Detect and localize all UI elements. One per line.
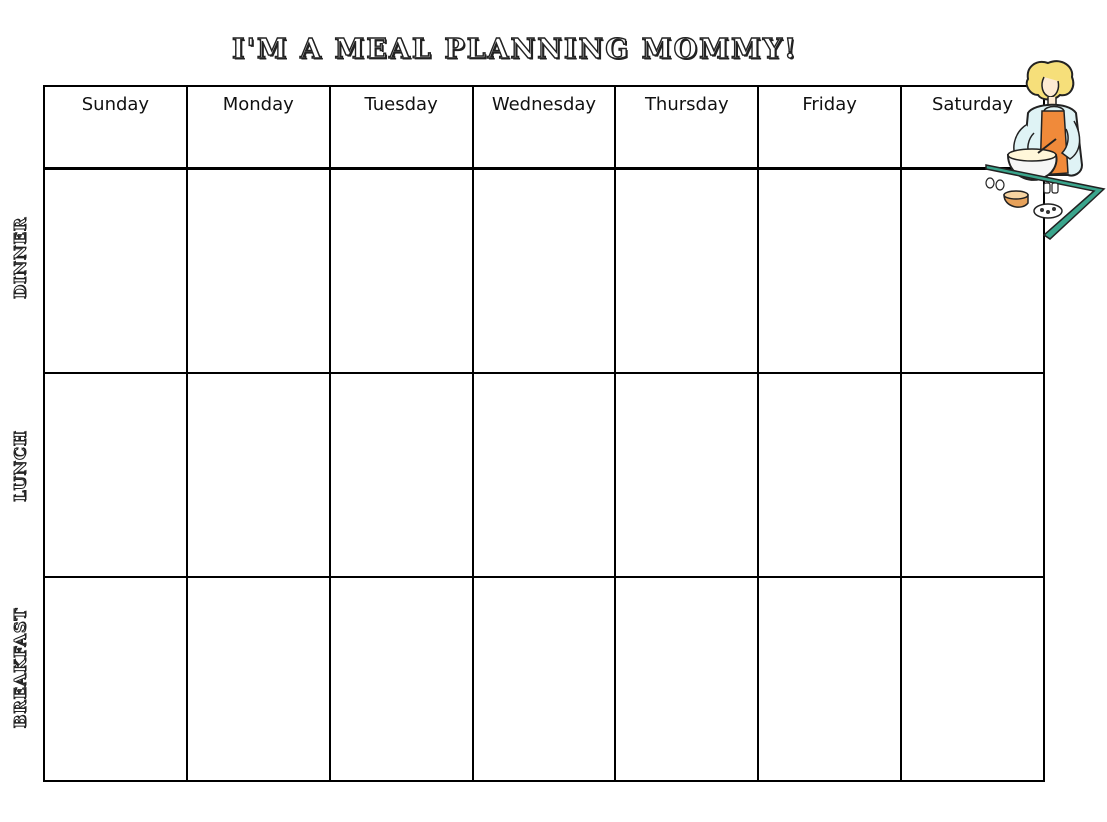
lunch-cell-thursday[interactable] xyxy=(615,373,758,577)
day-header-sunday xyxy=(44,86,187,169)
dinner-cell-sunday[interactable] xyxy=(44,169,187,374)
dinner-row xyxy=(44,169,1044,374)
breakfast-cell-monday[interactable] xyxy=(187,577,330,781)
dinner-cell-thursday[interactable] xyxy=(615,169,758,374)
day-header-thursday xyxy=(615,86,758,169)
day-header-friday xyxy=(758,86,901,169)
breakfast-row xyxy=(44,577,1044,781)
lunch-cell-sunday[interactable] xyxy=(44,373,187,577)
breakfast-cell-sunday[interactable] xyxy=(44,577,187,781)
day-label: Saturday xyxy=(931,94,1014,115)
lunch-cell-monday[interactable] xyxy=(187,373,330,577)
woman-mixing-bowl-icon xyxy=(978,55,1106,240)
dinner-row-label: DINNER xyxy=(10,216,30,300)
day-label: Wednesday xyxy=(491,94,597,115)
lunch-cell-tuesday[interactable] xyxy=(330,373,473,577)
day-label: Thursday xyxy=(644,94,729,115)
breakfast-cell-saturday[interactable] xyxy=(901,577,1044,781)
day-label: Friday xyxy=(802,94,857,115)
breakfast-cell-thursday[interactable] xyxy=(615,577,758,781)
dinner-cell-wednesday[interactable] xyxy=(473,169,616,374)
lunch-cell-saturday[interactable] xyxy=(901,373,1044,577)
meal-planner-grid xyxy=(43,85,1045,782)
day-header-wednesday xyxy=(473,86,616,169)
breakfast-cell-tuesday[interactable] xyxy=(330,577,473,781)
day-header-row xyxy=(44,86,1044,169)
dinner-cell-monday[interactable] xyxy=(187,169,330,374)
day-header-tuesday xyxy=(330,86,473,169)
lunch-row xyxy=(44,373,1044,577)
breakfast-cell-friday[interactable] xyxy=(758,577,901,781)
day-label: Tuesday xyxy=(364,94,438,115)
breakfast-row-label: BREAKFAST xyxy=(10,607,30,729)
dinner-cell-friday[interactable] xyxy=(758,169,901,374)
lunch-cell-friday[interactable] xyxy=(758,373,901,577)
breakfast-cell-wednesday[interactable] xyxy=(473,577,616,781)
dinner-cell-tuesday[interactable] xyxy=(330,169,473,374)
day-label: Sunday xyxy=(81,94,150,115)
day-label: Monday xyxy=(222,94,294,115)
day-header-monday xyxy=(187,86,330,169)
lunch-row-label: LUNCH xyxy=(10,430,30,502)
page-title: I'M A MEAL PLANNING MOMMY! xyxy=(231,34,798,65)
lunch-cell-wednesday[interactable] xyxy=(473,373,616,577)
